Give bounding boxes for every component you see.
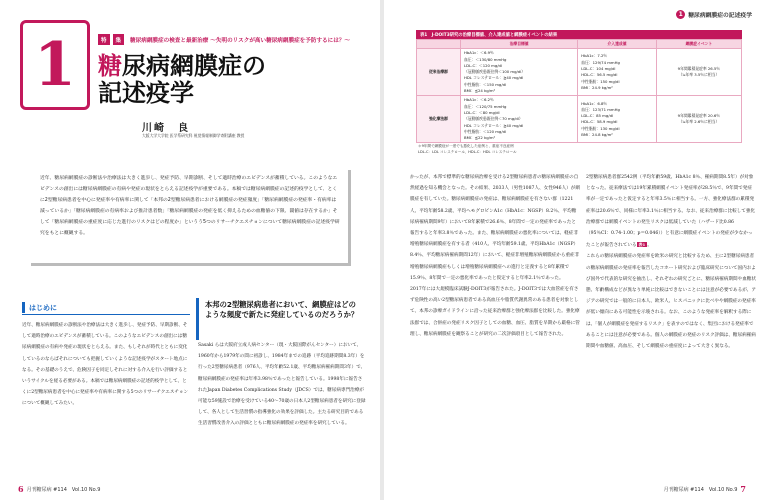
event-cell: 9年間累積発症率 26.5％ （≒年率 3.5％に相当） <box>656 49 741 96</box>
table-header: 治療目標値 <box>461 40 578 49</box>
right-column-b <box>586 172 756 352</box>
special-feature-row <box>98 34 350 45</box>
left-page <box>0 0 380 500</box>
paragraph-text: 2型糖尿病患者群2542例（平均年齢59歳、HbA1c 8％、罹病期間8.5年）が対象となった。従来療法では19年累積網膜イベント発症率が28.5％で、9年間で発症率が一定であったと仮定すると年率3.5％に相当する。一方、強化療法群の累積発症率は20.6％で、同様に年率3.1％に相当する。なお、従来治療群に比較して強化治療群では網膜イベントの発生リスクは低減していた（ハザード比0.86（95％CI：0.74-1.00；p＝0.046））と有意に網膜症イベントの発症が少なかったことが報告されている <box>586 175 756 249</box>
article-title <box>98 52 266 106</box>
footer-right <box>664 484 746 494</box>
title-line2: 記述疫学 <box>98 78 194 107</box>
body-column-a: 近年、糖尿病網膜症の診断法や治療法は大きく進歩し、発症予防、早期診断、そして適時治療のエビデンスが蓄積している。このようなエビデンスの創出には糖尿病網膜症の有病や発症の現状をとらえる。また、もしそれが時代とともに変化しているのならばそれについても把握していくような記述疫学がスタート地点になる。その基礎のうえで、危険因子を同定しそれに対する介入を行い評価するというサイクルを経る必要がある。本稿では糖尿病網膜症の記述的疫学として、とくに2型糖尿病患者を中心に発症率や有病率に関する5つのリサーチクエスチョンについて概観してみたい。 <box>22 323 189 407</box>
section-title: はじめに <box>29 303 57 312</box>
table-row <box>417 49 742 96</box>
special-tag-2: 集 <box>113 34 125 45</box>
paragraph: かったが、本邦で標準的な糖尿病治療を受ける2型糖尿病患者の糖尿病網膜症の自然経過を知る機会となった。その結果、2033人（男性1087人、女性946人）が網膜症を有していた。糖尿病網膜症の発症は、糖尿病網膜症を有さない群（1221人、平均年齢58.2歳、平均ヘモグロビンA1c（HbA1c：NGSP）8.2％、平均糖尿病罹病期間9年）において8年累積で26.6％、8年間で一定の発症率であったと報告すると年率3.8％であった。また、糖尿病網膜症の悪化率については、軽症非増殖糖尿病網膜症を有する者（410人、平均年齢59.1歳、平均HbA1c（NGSP）8.4％、平均糖尿病罹病期間12年）において、軽症非増殖糖尿病網膜症から重症非増殖糖尿病網膜症もしくは増殖糖尿病網膜症への進行と定義すると8年累積で15.9％、8年間で一定の悪化率であったと仮定すると年率2.1％であった。 <box>410 175 580 281</box>
running-head <box>676 8 764 21</box>
row-label: 強化療法群 <box>417 96 461 143</box>
right-column-a <box>410 172 580 340</box>
running-head-title: 糖尿病網膜症の記述疫学 <box>688 13 752 19</box>
table-title: 表1 J-DOIT3研究の治療目標値、介入達成値と網膜症イベントの結果 <box>416 30 742 39</box>
special-feature-title: 糖尿病網膜症の検査と最新治療 〜失明のリスクが高い糖尿病網膜症を予防するには？〜 <box>130 37 351 44</box>
special-tag: 特 <box>98 34 110 45</box>
table <box>416 39 742 143</box>
event-cell: 9年間累積発症率 20.6％ （≒年率 2.6％に相当） <box>656 96 741 143</box>
row-label: 従来治療群 <box>417 49 461 96</box>
table-header <box>417 40 461 49</box>
target-cell: HbA1c：＜6.9％ 血圧：＜130/80 mmHg LDL-C：＜120 mg/dl （冠動脈疾患既往例＜100 mg/dl） HDL コレステロール：≧40 mg/dl 中性脂肪：＜150 mg/dl BMI：≦24 kg/m² <box>461 49 578 96</box>
table-ref: 表1 <box>638 242 646 248</box>
article-number: 1 <box>20 20 90 110</box>
paragraph: これらの糖尿病網膜症の発症率を欧米の研究と比較するため、主に2型糖尿病患者の糖尿病網膜症の発症率を報告したコホート研究および臨床研究について国内および国外で代表的な研究を抽出し、それぞれの研究ごとに、糖尿病罹病期間や血糖状態、年齢構成などが異なり単純に比較はできないことには注意が必要であるが、アジアの研究では一般的に日本人、欧米人、ヒスパニックに比べやや網膜症の発症率が低い傾向にある可能性を示唆される。なお、このような発症率を解釈する際には、「個人が網膜症を発症するリスク」を表すのではなく、集団における発症率であることには注意が必要である。個人の網膜症の発症のリスク評価は、糖尿病罹病期間や血糖値、高血圧、そして網膜症の重症度によって大きく異なる。 <box>586 254 756 350</box>
right-page <box>384 0 764 500</box>
journal-name: 月刊糖尿病 #114 Vol.10 No.9 <box>26 486 101 493</box>
title-first-char: 糖 <box>98 51 122 80</box>
target-cell: HbA1c：＜6.2％ 血圧：＜120/75 mmHg LDL-C：＜80 mg/dl （冠動脈疾患既往例＜70 mg/dl） HDL コレステロール：≧40 mg/dl 中性脂肪：＜120 mg/dl BMI：≦22 kg/m² <box>461 96 578 143</box>
results-table <box>416 30 742 155</box>
section-bar <box>22 302 25 313</box>
abstract-box <box>28 167 348 263</box>
journal-name: 月刊糖尿病 #114 Vol.10 No.9 <box>663 486 738 493</box>
achieved-cell: HbA1c：7.2％ 血圧：129/74 mmHg LDL-C：104 mg/dl HDL-C：56.5 mg/dl 中性脂肪：150 mg/dl BMI：24.9 kg/m² <box>578 49 657 96</box>
running-head-number: 1 <box>676 10 685 19</box>
page-number: 6 <box>18 484 24 494</box>
title-line1: 尿病網膜症の <box>122 51 266 80</box>
footer-left <box>18 484 100 494</box>
table-row <box>417 96 742 143</box>
table-header: 網膜症イベント <box>656 40 741 49</box>
section-heading <box>22 301 190 315</box>
page-number: 7 <box>740 484 746 494</box>
achieved-cell: HbA1c：6.8％ 血圧：123/71 mmHg LDL-C：85 mg/dl HDL-C：58.9 mg/dl 中性脂肪：130 mg/dl BMI：24.8 kg/m² <box>578 96 657 143</box>
table-note: ＊9年間で網膜症が一度でも悪化した症例と、重症不良症例 LDL-C：LDL コレステロール、HDL-C：HDL コレステロール <box>418 144 517 154</box>
author-name: 川崎 良 <box>142 123 190 134</box>
question-heading: 本邦の2型糖尿病患者において、網膜症はどのような頻度で新たに発症しているのだろうか？ <box>196 298 368 340</box>
abstract-text: 近年、糖尿病網膜症の診断法や治療法は大きく進歩し、発症予防、早期診断、そして適時治療のエビデンスが蓄積している。このようなエビデンスの創出には糖尿病網膜症の有病や発症の現状をとらえる記述疫学が重要である。本稿では糖尿病網膜症の記述的疫学として、とくに2型糖尿病患者を中心に発症率や有病率に関して「本邦の2型糖尿病患者における網膜症の発症頻度」「糖尿病網膜症の発症率・有病率は減っているか」「糖尿病網膜症の有病率および推計患者数」「糖尿病網膜症の発症を低く抑えるための血糖値の下限、閾値は存在するか」そして「糖尿病網膜症の重症度に応じた進行のリスクはどの程度か」というう5つのリサーチクエスチョンについて糖尿病網膜症の記述疫学研究をもとに概観する。 <box>40 176 340 236</box>
body-column-b: Sasaki らは大阪府立成人病センター（現・大阪国際がんセンター）において、1960年から1979年の間に初診し、1984年までの追跡（平均追跡期間8.3年）を行った2型糖尿病患者（976人、平均年齢52.1歳、平均糖尿病罹病期間3年）で、糖尿病網膜症の発症率は年率3.98％であったと報告している。1998年に報告されたJapan Diabetes Complications Study（JDCS）では、糖尿病専門治療が可能な59施設で治療を受けている40〜70歳の日本人2型糖尿病患者を研究に登録して、各人として生活習慣の指導強化の効果を評価した。主たる研究目的である生活習慣改善介入の評価とともに糖尿病網膜症の発症率を研究している。 <box>198 343 366 427</box>
paragraph: 2型糖尿病患者群2542例（平均年齢59歳、HbA1c 8％、罹病期間8.5年）が対象となった。従来療法では19年累積網膜イベント発症率が28.5％で、9年間で発症率が一定であったと仮定すると年率3.5％に相当する。一方、強化療法群の累積発症率は20.6％で、同様に年率3.1％に相当する。なお、従来治療群に比較して強化治療群では網膜イベントの発生リスクは低減していた（ハザード比0.86（95％CI：0.74-1.00；p＝0.046））と有意に網膜症イベントの発症が少なかったことが報告されている 表1 。 <box>586 175 756 249</box>
table-header: 介入達成値 <box>578 40 657 49</box>
paragraph: 2017年には大規模臨床試験J-DOIT3が報告された。J-DOIT3では大血管症を有さず危険性の高い2型糖尿病患者である高血圧や脂質代謝異常のある患者を対象として、本邦の診療ガイドラインに沿った従来治療群と強化療法群を比較した。強化療法群では、合併症の発症リスク因子としての血糖、血圧、脂質を早期から厳格に管理し、糖尿病網膜症を観察ることが研究の二次評価項目として報告された。 <box>410 287 580 337</box>
author-affiliation: 大阪大学大学院 医学系研究科 視覚情報制御学寄附講座 教授 <box>142 133 245 138</box>
